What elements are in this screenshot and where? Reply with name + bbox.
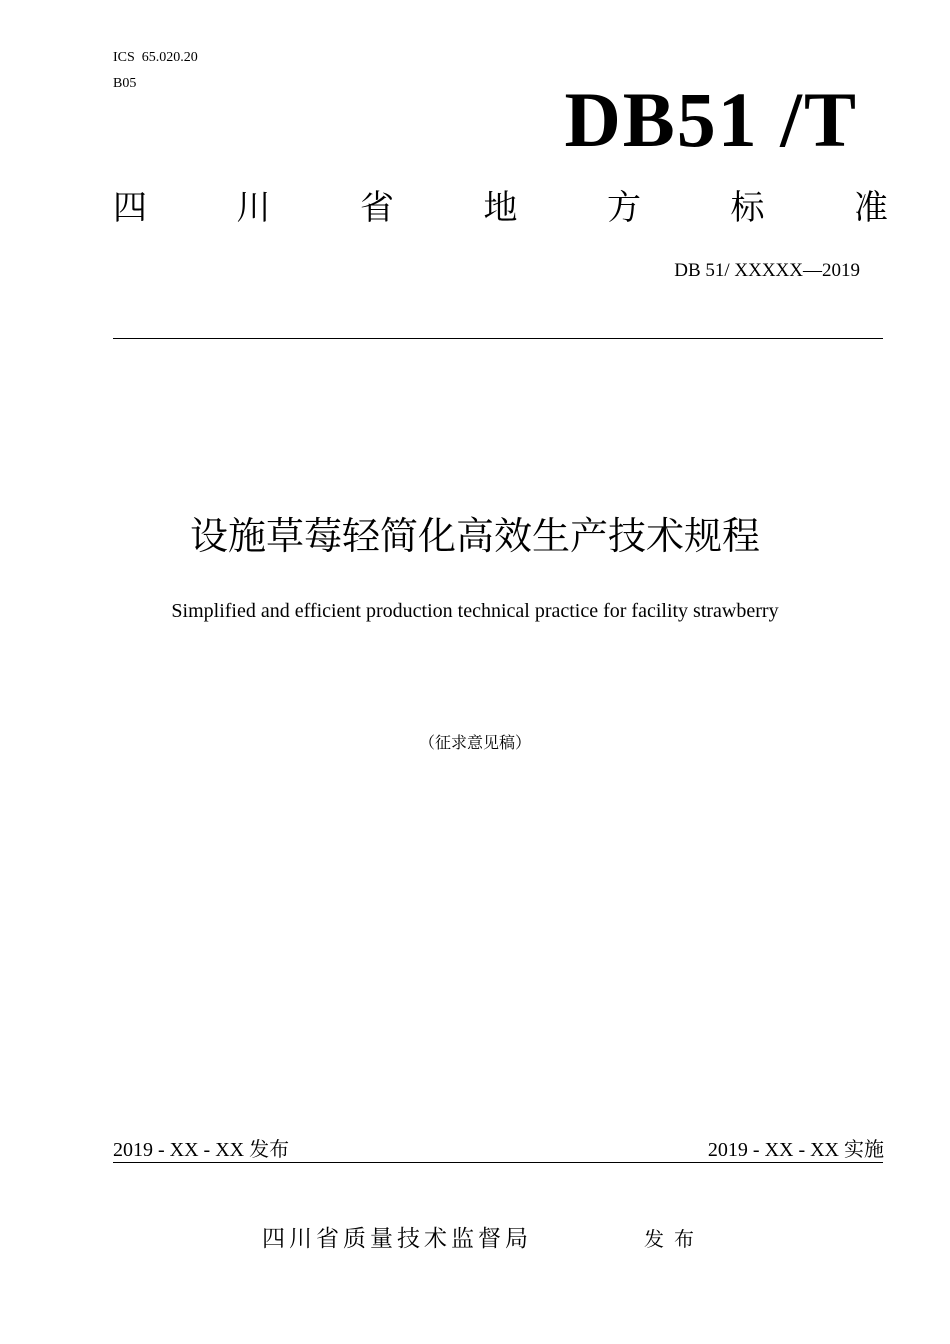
standard-code-mark: DB51 /T (564, 76, 858, 163)
standard-type-char: 准 (854, 188, 888, 228)
standard-type-char: 川 (236, 188, 271, 228)
draft-status: （征求意见稿） (418, 733, 531, 752)
standard-type-char: 标 (730, 188, 765, 228)
standard-type-char: 方 (607, 188, 641, 228)
footer-divider (113, 1162, 883, 1163)
standard-type-heading (113, 184, 888, 232)
standard-type-char: 四 (113, 188, 147, 228)
ics-code: ICS 65.020.20 (113, 50, 198, 65)
issue-verb: 发布 (644, 1227, 704, 1251)
document-title-chinese: 设施草莓轻简化高效生产技术规程 (189, 514, 760, 558)
issuing-authority: 四川省质量技术监督局 (262, 1226, 532, 1252)
ccs-code: B05 (113, 76, 137, 91)
document-title-english: Simplified and efficient production technical practice for facility strawberry (171, 600, 779, 622)
header-divider (113, 338, 883, 339)
standard-type-char: 地 (483, 188, 518, 228)
issue-date: 2019 - XX - XX 发布 (113, 1139, 290, 1161)
implementation-date: 2019 - XX - XX 实施 (707, 1139, 884, 1161)
standard-type-char: 省 (360, 188, 394, 228)
standard-number: DB 51/ XXXXX—2019 (674, 260, 860, 281)
